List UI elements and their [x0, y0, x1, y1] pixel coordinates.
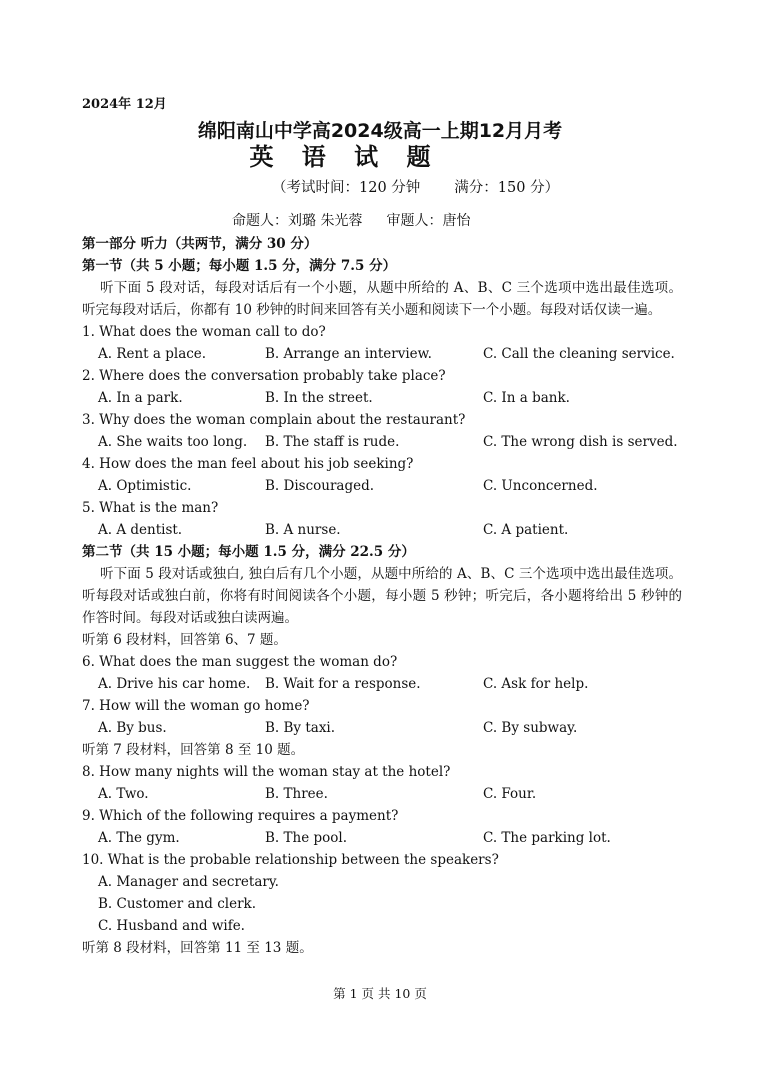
option-c: C. In a bank.: [483, 390, 570, 406]
question-options: [82, 717, 682, 739]
question-options: [82, 827, 682, 849]
option-a: A. In a park.: [98, 390, 183, 406]
page-footer: 第 1 页 共 10 页: [333, 986, 427, 1001]
question-stem: 10. What is the probable relationship between the speakers?: [82, 852, 499, 868]
option-a: A. Drive his car home.: [98, 676, 251, 692]
question-stem: 9. Which of the following requires a payment?: [82, 808, 399, 824]
question-stem: 8. How many nights will the woman stay at the hotel?: [82, 764, 451, 780]
part-heading: 第一部分 听力（共两节，满分 30 分）: [82, 236, 318, 252]
question-stem: 1. What does the woman call to do?: [82, 324, 326, 340]
section-heading: 第二节（共 15 小题；每小题 1.5 分，满分 22.5 分）: [82, 544, 415, 560]
subject-title: 英 语 试 题: [249, 143, 441, 171]
exam-title: 绵阳南山中学高2024级高一上期12月月考: [197, 120, 563, 142]
material-note: 听第 6 段材料，回答第 6、7 题。: [82, 632, 287, 648]
question-options: [82, 519, 682, 541]
question-options: [82, 387, 682, 409]
option-b: B. Arrange an interview.: [265, 346, 432, 362]
option-c: C. Husband and wife.: [98, 918, 245, 934]
question-stem: 6. What does the man suggest the woman do?: [82, 654, 398, 670]
option-a: A. A dentist.: [98, 522, 183, 538]
question-stem: 2. Where does the conversation probably take place?: [82, 368, 446, 384]
option-a: A. Manager and secretary.: [98, 874, 279, 890]
exam-time: （考试时间：120 分钟: [272, 180, 421, 196]
exam-score: 满分：150 分）: [454, 180, 560, 196]
option-c: C. The parking lot.: [483, 830, 611, 846]
option-c: C. The wrong dish is served.: [483, 434, 678, 450]
exam-content: [82, 233, 682, 959]
option-c: C. A patient.: [483, 522, 569, 538]
option-a: A. Rent a place.: [98, 346, 207, 362]
option-c: C. Unconcerned.: [483, 478, 598, 494]
option-b: B. Wait for a response.: [265, 676, 421, 692]
option-b: B. In the street.: [265, 390, 373, 406]
exam-date: 2024年 12月: [82, 97, 167, 112]
setters: 命题人：刘璐 朱光蓉: [232, 213, 363, 229]
material-note: 听第 8 段材料，回答第 11 至 13 题。: [82, 940, 313, 956]
question-options: [82, 475, 682, 497]
option-b: B. The staff is rude.: [265, 434, 400, 450]
option-c: C. Four.: [483, 786, 537, 802]
reviewer: 审题人：唐怡: [386, 213, 471, 229]
question-options: [82, 673, 682, 695]
option-a: A. Optimistic.: [98, 478, 192, 494]
question-options: [82, 431, 682, 453]
question-stem: 7. How will the woman go home?: [82, 698, 310, 714]
option-b: B. By taxi.: [265, 720, 336, 736]
question-options: [82, 343, 682, 365]
option-b: B. A nurse.: [265, 522, 341, 538]
section-instructions: 听下面 5 段对话，每段对话后有一个小题，从题中所给的 A、B、C 三个选项中选出最佳选项。听完每段对话后，你都有 10 秒钟的时间来回答有关小题和阅读下一个小题。每段对话仅读一遍。: [82, 280, 682, 318]
material-note: 听第 7 段材料，回答第 8 至 10 题。: [82, 742, 305, 758]
question-stem: 3. Why does the woman complain about the restaurant?: [82, 412, 466, 428]
section-heading: 第一节（共 5 小题；每小题 1.5 分，满分 7.5 分）: [82, 258, 397, 274]
option-b: B. Customer and clerk.: [98, 896, 257, 912]
option-b: B. Three.: [265, 786, 328, 802]
option-c: C. Call the cleaning service.: [483, 346, 675, 362]
authors: [232, 210, 470, 232]
section-instructions: 听下面 5 段对话或独白, 独白后有几个小题，从题中所给的 A、B、C 三个选项中选出最佳选项。听每段对话或独白前，你将有时间阅读各个小题，每小题 5 秒钟；听完后，各小题将给出 5 秒钟的作答时间。每段对话或独白读两遍。: [82, 566, 682, 626]
question-stem: 5. What is the man?: [82, 500, 219, 516]
option-a: A. By bus.: [98, 720, 167, 736]
option-a: A. She waits too long.: [98, 434, 248, 450]
option-c: C. By subway.: [483, 720, 578, 736]
option-b: B. Discouraged.: [265, 478, 375, 494]
option-b: B. The pool.: [265, 830, 347, 846]
question-options: [82, 783, 682, 805]
option-a: A. Two.: [98, 786, 149, 802]
question-stem: 4. How does the man feel about his job seeking?: [82, 456, 414, 472]
option-a: A. The gym.: [98, 830, 180, 846]
option-c: C. Ask for help.: [483, 676, 589, 692]
exam-info: [272, 177, 559, 199]
